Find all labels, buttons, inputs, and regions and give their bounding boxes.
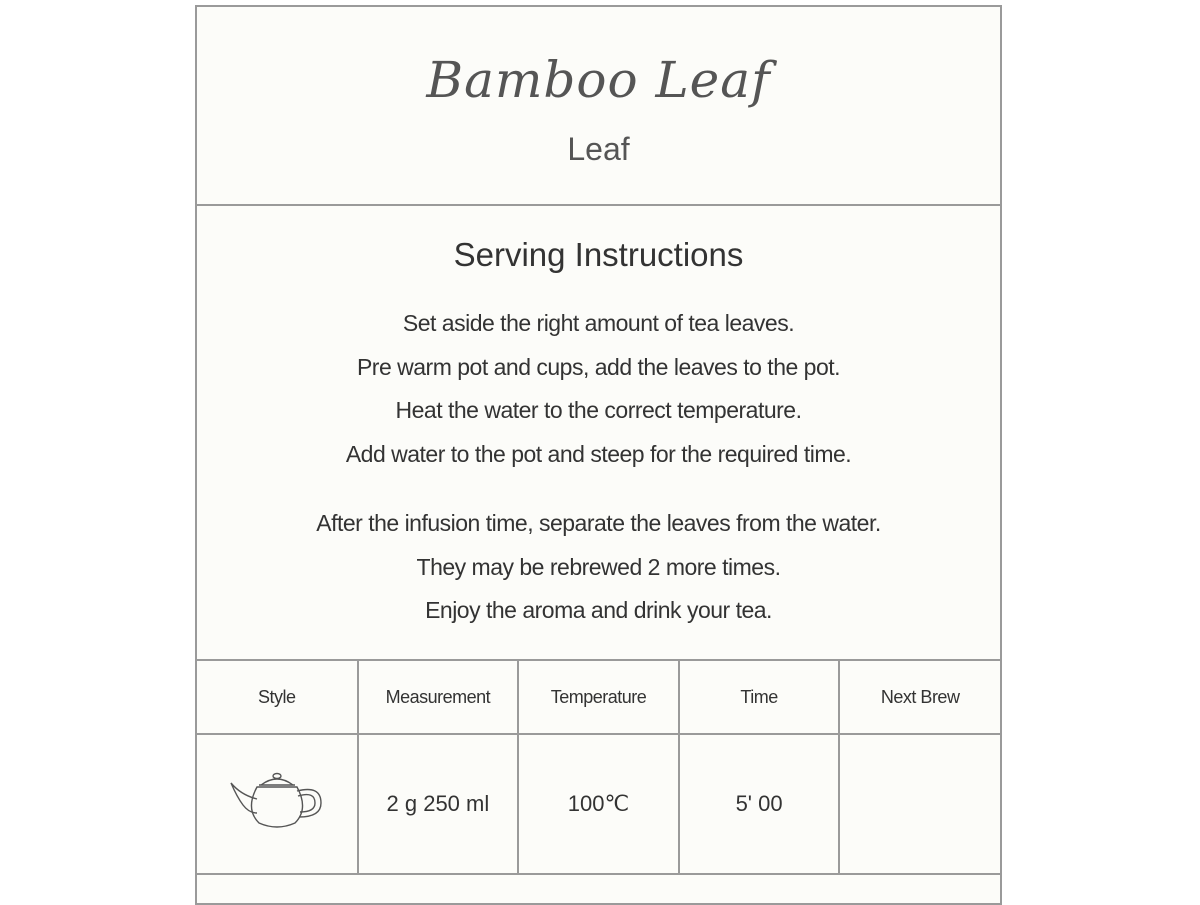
header-temperature: Temperature bbox=[518, 661, 679, 734]
header-next-brew: Next Brew bbox=[839, 661, 1000, 734]
cell-measurement: 2 g 250 ml bbox=[358, 734, 519, 874]
cell-style bbox=[197, 734, 358, 874]
after-infusion-steps bbox=[197, 502, 1000, 633]
instruction-step: Add water to the pot and steep for the required time. bbox=[345, 440, 852, 467]
tea-card bbox=[195, 5, 1002, 905]
instruction-step: They may be rebrewed 2 more times. bbox=[416, 553, 781, 580]
cell-next-brew bbox=[839, 734, 1000, 874]
teapot-icon bbox=[227, 769, 327, 839]
brew-table-header-row bbox=[197, 661, 1000, 734]
instruction-step: Heat the water to the correct temperature. bbox=[395, 397, 802, 423]
instructions-title: Serving Instructions bbox=[453, 236, 744, 273]
card-header bbox=[197, 7, 1000, 206]
cell-time: 5' 00 bbox=[679, 734, 840, 874]
instruction-step: After the infusion time, separate the leaves from the water. bbox=[316, 510, 881, 536]
instruction-step: Set aside the right amount of tea leaves. bbox=[402, 310, 795, 336]
tea-type: Leaf bbox=[567, 131, 630, 167]
tea-name: Bamboo Leaf bbox=[426, 51, 771, 109]
cell-temperature: 100℃ bbox=[518, 734, 679, 874]
instruction-steps bbox=[197, 302, 1000, 476]
serving-instructions bbox=[197, 206, 1000, 661]
header-style: Style bbox=[197, 661, 358, 734]
header-time: Time bbox=[679, 661, 840, 734]
instruction-step: Enjoy the aroma and drink your tea. bbox=[425, 597, 772, 623]
header-measurement: Measurement bbox=[358, 661, 519, 734]
table-row bbox=[197, 734, 1000, 874]
instruction-step: Pre warm pot and cups, add the leaves to the pot. bbox=[356, 353, 841, 380]
brew-table bbox=[197, 661, 1000, 875]
